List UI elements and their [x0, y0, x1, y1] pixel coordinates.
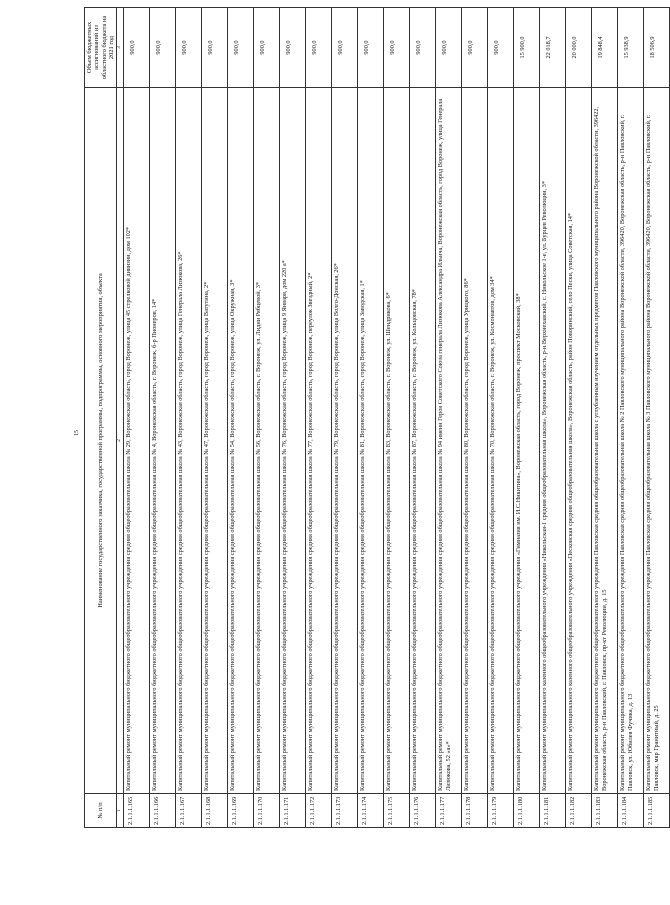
- row-amount: 900,0: [124, 8, 150, 88]
- row-amount: 900,0: [358, 8, 384, 88]
- row-amount: 19 848,4: [592, 8, 618, 88]
- row-object-name: Капитальный ремонт муниципального бюджетного общеобразовательного учреждения средняя общеобразовательная школа № 54, Воронежская область, город Воронеж, улица Окружная, 3*: [228, 88, 254, 794]
- row-code: 2.1.1.1.185: [644, 794, 670, 828]
- table-row: [410, 8, 436, 828]
- row-amount: 900,0: [462, 8, 488, 88]
- table-row: [358, 8, 384, 828]
- row-amount: 15 900,0: [514, 8, 540, 88]
- row-object-name: Капитальный ремонт муниципального бюджетного общеобразовательного учреждения средняя общеобразовательная школа № 76, Воронежская область, город Воронеж, улица 9 Января, дом 220 а*: [280, 88, 306, 794]
- row-code: 2.1.1.1.165: [124, 794, 150, 828]
- table-row: [488, 8, 514, 828]
- table-row: [280, 8, 306, 828]
- row-amount: 900,0: [306, 8, 332, 88]
- row-object-name: Капитальный ремонт муниципального бюджетного общеобразовательного учреждения средняя общеобразовательная школа № 81, Воронежская область, город Воронеж, улица Заводская, 1*: [358, 88, 384, 794]
- table-row: [436, 8, 462, 828]
- table-row: [306, 8, 332, 828]
- column-index: 3: [117, 8, 124, 88]
- row-code: 2.1.1.1.172: [306, 794, 332, 828]
- row-code: 2.1.1.1.166: [150, 794, 176, 828]
- table-row: [384, 8, 410, 828]
- row-amount: 900,0: [176, 8, 202, 88]
- table-row: [332, 8, 358, 828]
- row-amount: 18 506,9: [644, 8, 670, 88]
- row-code: 2.1.1.1.173: [332, 794, 358, 828]
- row-code: 2.1.1.1.177: [436, 794, 462, 828]
- row-amount: 900,0: [436, 8, 462, 88]
- row-object-name: Капитальный ремонт муниципального бюджетного общеобразовательного учреждения средняя общеобразовательная школа № 47, Воронежская область, город Воронеж, улица Ватутина, 2*: [202, 88, 228, 794]
- row-object-name: Капитальный ремонт муниципального бюджетного общеобразовательного учреждения средняя общеобразовательная школа № 70, Воронежская область, г. Воронеж, ул. Космонавтов, дом 34*: [488, 88, 514, 794]
- row-amount: 900,0: [228, 8, 254, 88]
- header-num: № п/п: [85, 794, 117, 828]
- header-name: Наименование государственного заказчика, государственной программы, подпрограммы, основного мероприятия, объекта: [85, 88, 117, 794]
- column-index: 1: [117, 794, 124, 828]
- row-amount: 900,0: [384, 8, 410, 88]
- row-object-name: Капитальный ремонт муниципального бюджетного общеобразовательного учреждения средняя общеобразовательная школа № 43, Воронежская область, город Воронеж, улица Генерала Лизюкова, 26*: [176, 88, 202, 794]
- row-object-name: Капитальный ремонт муниципального бюджетного общеобразовательного учреждения средняя общеобразовательная школа № 79, Воронежская область, город Воронеж, улица Волго-Донская, 26*: [332, 88, 358, 794]
- row-object-name: Капитальный ремонт муниципального бюджетного общеобразовательного учреждения средняя общеобразовательная школа № 56, Воронежская область, г. Воронеж, ул. Лидии Рябцевой, 3*: [254, 88, 280, 794]
- row-amount: 900,0: [150, 8, 176, 88]
- row-code: 2.1.1.1.180: [514, 794, 540, 828]
- row-object-name: Капитальный ремонт муниципального бюджетного общеобразовательного учреждения средняя общеобразовательная школа № 94 имени Героя Советского Союза генерала Лизюкова Александра Ильича, Воронежская область, город Воронеж, улица Генерала Лизюкова, 52 «а»*: [436, 88, 462, 794]
- row-code: 2.1.1.1.183: [592, 794, 618, 828]
- table-row: [644, 8, 670, 828]
- row-code: 2.1.1.1.169: [228, 794, 254, 828]
- row-object-name: Капитальный ремонт муниципального бюджетного общеобразовательного учреждения средняя общеобразовательная школа № 80, Воронежская область, город Воронеж, улица Урицкого, 86*: [462, 88, 488, 794]
- table-row: [202, 8, 228, 828]
- table-row: [176, 8, 202, 828]
- row-code: 2.1.1.1.178: [462, 794, 488, 828]
- row-object-name: Капитальный ремонт муниципального бюджетного общеобразовательного учреждения средняя общеобразовательная школа № 77, Воронежская область, город Воронеж, переулок Звездный, 2*: [306, 88, 332, 794]
- header-amount: Объем бюджетных ассигнований из областного бюджета на 2021 год: [85, 8, 117, 88]
- row-object-name: Капитальный ремонт муниципального бюджетного общеобразовательного учреждения Павловская средняя общеобразовательная школа № 3 Павловского муниципального района Воронежской области, 396420, Воронежская область, р-н Павловский, г. Павловск, мкр Гранитный, д. 25: [644, 88, 670, 794]
- row-amount: 900,0: [254, 8, 280, 88]
- row-code: 2.1.1.1.175: [384, 794, 410, 828]
- table-row: [462, 8, 488, 828]
- row-object-name: Капитальный ремонт муниципального бюджетного общеобразовательного учреждения средняя общеобразовательная школа № 4, Воронежская область, г. Воронеж, б-р Пионеров, 14*: [150, 88, 176, 794]
- row-object-name: Капитальный ремонт муниципального казенного общеобразовательного учреждения «Песковская средняя общеобразовательная школа», Воронежская область, район Поворинский, село Пески, улица Советская, 14*: [566, 88, 592, 794]
- header-row: [85, 8, 117, 828]
- row-amount: 900,0: [488, 8, 514, 88]
- row-amount: 22 018,7: [540, 8, 566, 88]
- table-row: [540, 8, 566, 828]
- row-object-name: Капитальный ремонт муниципального казенного общеобразовательного учреждения «Никольская-1 средняя общеобразовательная школа», Воронежская область, р-н Верхнехавский, с. Никольское 1-е, ул. Бурцев Революции, 3*: [540, 88, 566, 794]
- page-number: 15: [74, 430, 80, 436]
- row-code: 2.1.1.1.167: [176, 794, 202, 828]
- row-object-name: Капитальный ремонт муниципального бюджетного общеобразовательного учреждения Павловская средняя общеобразовательная школа № 2 Павловского муниципального района Воронежской области, 396420, Воронежская область, р-н Павловский, г. Павловск, ул. Юбилея Фучика, д. 13: [618, 88, 644, 794]
- row-object-name: Капитальный ремонт муниципального бюджетного общеобразовательного учреждения Павловская средняя общеобразовательная школа с углубленным изучением отдельных предметов Павловского муниципального района Воронежской области, 396422, Воронежская область, р-н Павловский, г. Павловск, пр-кт Революции, д. 15: [592, 88, 618, 794]
- row-code: 2.1.1.1.181: [540, 794, 566, 828]
- row-amount: 900,0: [410, 8, 436, 88]
- row-code: 2.1.1.1.168: [202, 794, 228, 828]
- table-row: [228, 8, 254, 828]
- table-row: [618, 8, 644, 828]
- row-object-name: Капитальный ремонт муниципального бюджетного общеобразовательного учреждения средняя общеобразовательная школа № 87, Воронежская область, г. Воронеж, ул. Кольцовская, 78*: [410, 88, 436, 794]
- row-object-name: Капитальный ремонт муниципального бюджетного общеобразовательного учреждения средняя общеобразовательная школа № 29, Воронежская область, город Воронеж, улица 45 стрелковой дивизии, дом 102*: [124, 88, 150, 794]
- row-code: 2.1.1.1.176: [410, 794, 436, 828]
- row-amount: 900,0: [280, 8, 306, 88]
- row-code: 2.1.1.1.179: [488, 794, 514, 828]
- row-object-name: Капитальный ремонт муниципального бюджетного общеобразовательного учреждения «Гимназия им. И.С.Никитина», Воронежская область, город Воронеж, проспект Московский, 38*: [514, 88, 540, 794]
- row-code: 2.1.1.1.174: [358, 794, 384, 828]
- rotated-page: [84, 8, 670, 828]
- row-code: 2.1.1.1.184: [618, 794, 644, 828]
- row-code: 2.1.1.1.170: [254, 794, 280, 828]
- row-code: 2.1.1.1.182: [566, 794, 592, 828]
- table-row: [150, 8, 176, 828]
- column-index-row: [117, 8, 124, 828]
- table-row: [514, 8, 540, 828]
- row-object-name: Капитальный ремонт муниципального бюджетного общеобразовательного учреждения средняя общеобразовательная школа № 83, Воронежская область, г. Воронеж, ул. Шендрикова, 6*: [384, 88, 410, 794]
- table-row: [124, 8, 150, 828]
- table-row: [254, 8, 280, 828]
- table-row: [592, 8, 618, 828]
- row-amount: 900,0: [332, 8, 358, 88]
- row-amount: 15 938,9: [618, 8, 644, 88]
- budget-table: [84, 7, 670, 828]
- row-code: 2.1.1.1.171: [280, 794, 306, 828]
- column-index: 2: [117, 88, 124, 794]
- row-amount: 900,0: [202, 8, 228, 88]
- row-amount: 20 000,0: [566, 8, 592, 88]
- table-row: [566, 8, 592, 828]
